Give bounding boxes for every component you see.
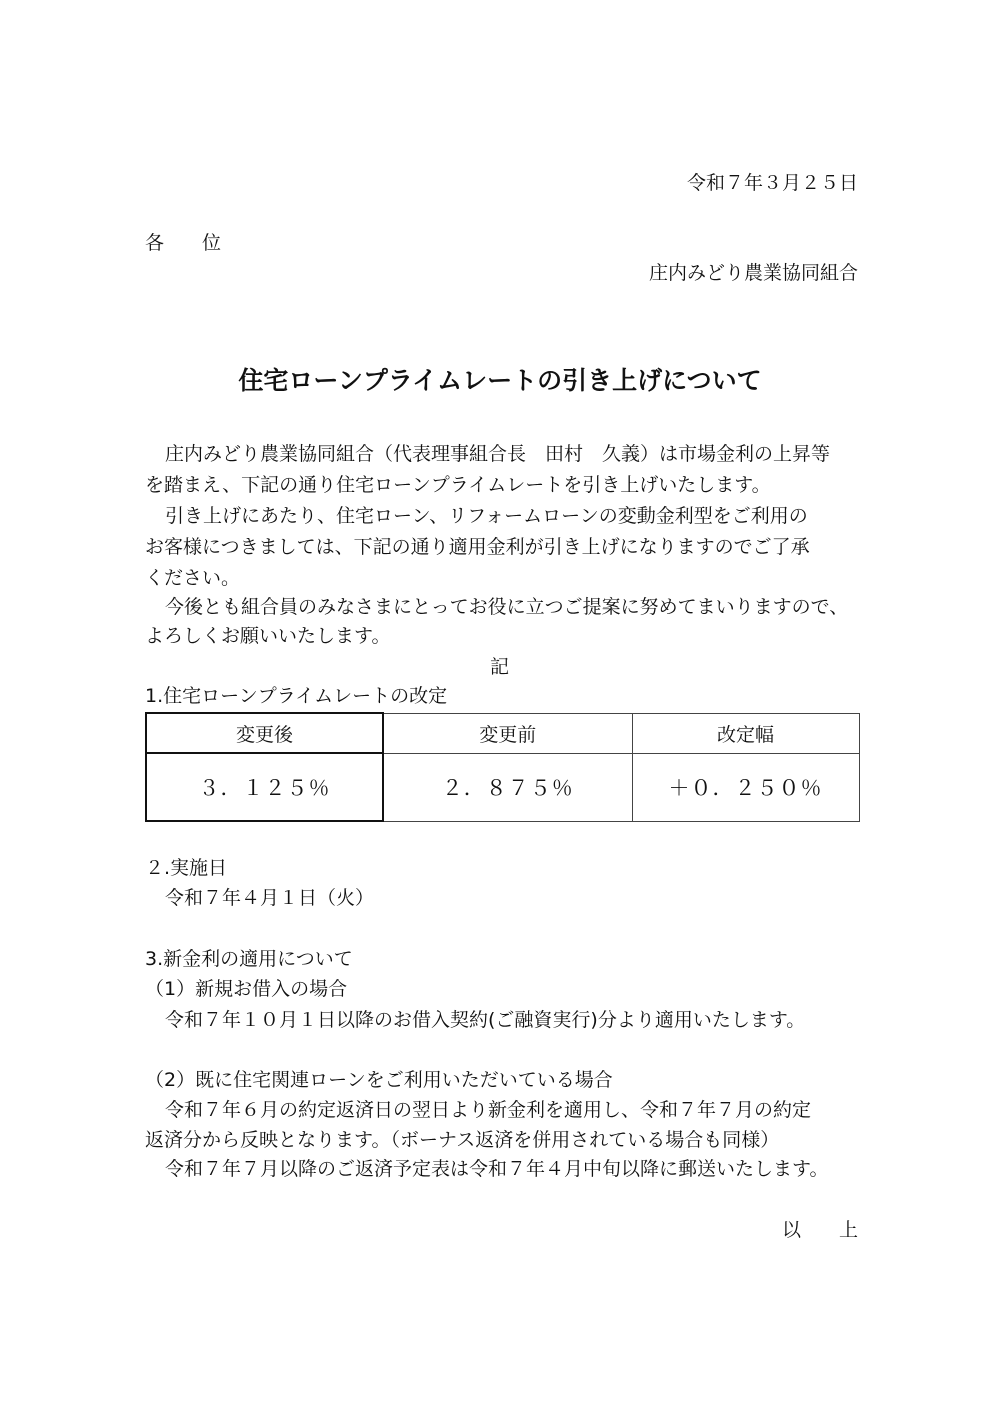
body-paragraph-line: よろしくお願いいたします。: [145, 625, 391, 647]
body-paragraph-line: を踏まえ、下記の通り住宅ローンプライムレートを引き上げいたします。: [145, 474, 771, 496]
addressee: 各 位: [145, 232, 222, 254]
sub2-text-line: 令和７年７月以降のご返済予定表は令和７年４月中旬以降に郵送いたします。: [165, 1158, 829, 1180]
section2-heading: ２.実施日: [145, 857, 228, 879]
body-paragraph-line: 今後とも組合員のみなさまにとってお役に立つご提案に努めてまいりますので、: [165, 596, 849, 618]
body-paragraph-line: 引き上げにあたり、住宅ローン、リフォームローンの変動金利型をご利用の: [165, 505, 808, 527]
header-before-change: 変更前: [383, 713, 632, 753]
sender-organization: 庄内みどり農業協同組合: [648, 262, 858, 284]
document-date: 令和７年３月２５日: [686, 172, 858, 194]
sub2-text-line: 返済分から反映となります。（ボーナス返済を併用されている場合も同様）: [145, 1129, 780, 1151]
body-paragraph-line: ください。: [145, 567, 241, 589]
table-value-row: [146, 753, 859, 821]
value-change-amount: ＋０．２５０％: [632, 753, 859, 821]
body-paragraph-line: お客様につきましては、下記の通り適用金利が引き上げになりますのでご了承: [145, 536, 810, 558]
closing-mark: 以 上: [781, 1219, 858, 1241]
header-change-amount: 改定幅: [632, 713, 859, 753]
section1-heading: 1.住宅ローンプライムレートの改定: [145, 685, 448, 707]
rate-table: [145, 712, 860, 822]
value-after-change: ３．１２５％: [146, 753, 383, 821]
body-paragraph-line: 庄内みどり農業協同組合（代表理事組合長 田村 久義）は市場金利の上昇等: [165, 443, 831, 465]
sub2-text-line: 令和７年６月の約定返済日の翌日より新金利を適用し、令和７年７月の約定: [165, 1099, 812, 1121]
header-after-change: 変更後: [146, 713, 383, 753]
effective-date: 令和７年４月１日（火）: [165, 887, 375, 909]
value-before-change: ２．８７５％: [383, 753, 632, 821]
sub1-heading: （1）新規お借入の場合: [145, 978, 348, 1000]
sub2-heading: （2）既に住宅関連ローンをご利用いただいている場合: [145, 1069, 613, 1091]
ki-marker: 記: [490, 656, 510, 678]
table-header-row: [146, 713, 859, 753]
section3-heading: 3.新金利の適用について: [145, 948, 353, 970]
sub1-text: 令和７年１０月１日以降のお借入契約(ご融資実行)分より適用いたします。: [165, 1009, 806, 1031]
document-title: 住宅ローンプライムレートの引き上げについて: [238, 366, 762, 395]
